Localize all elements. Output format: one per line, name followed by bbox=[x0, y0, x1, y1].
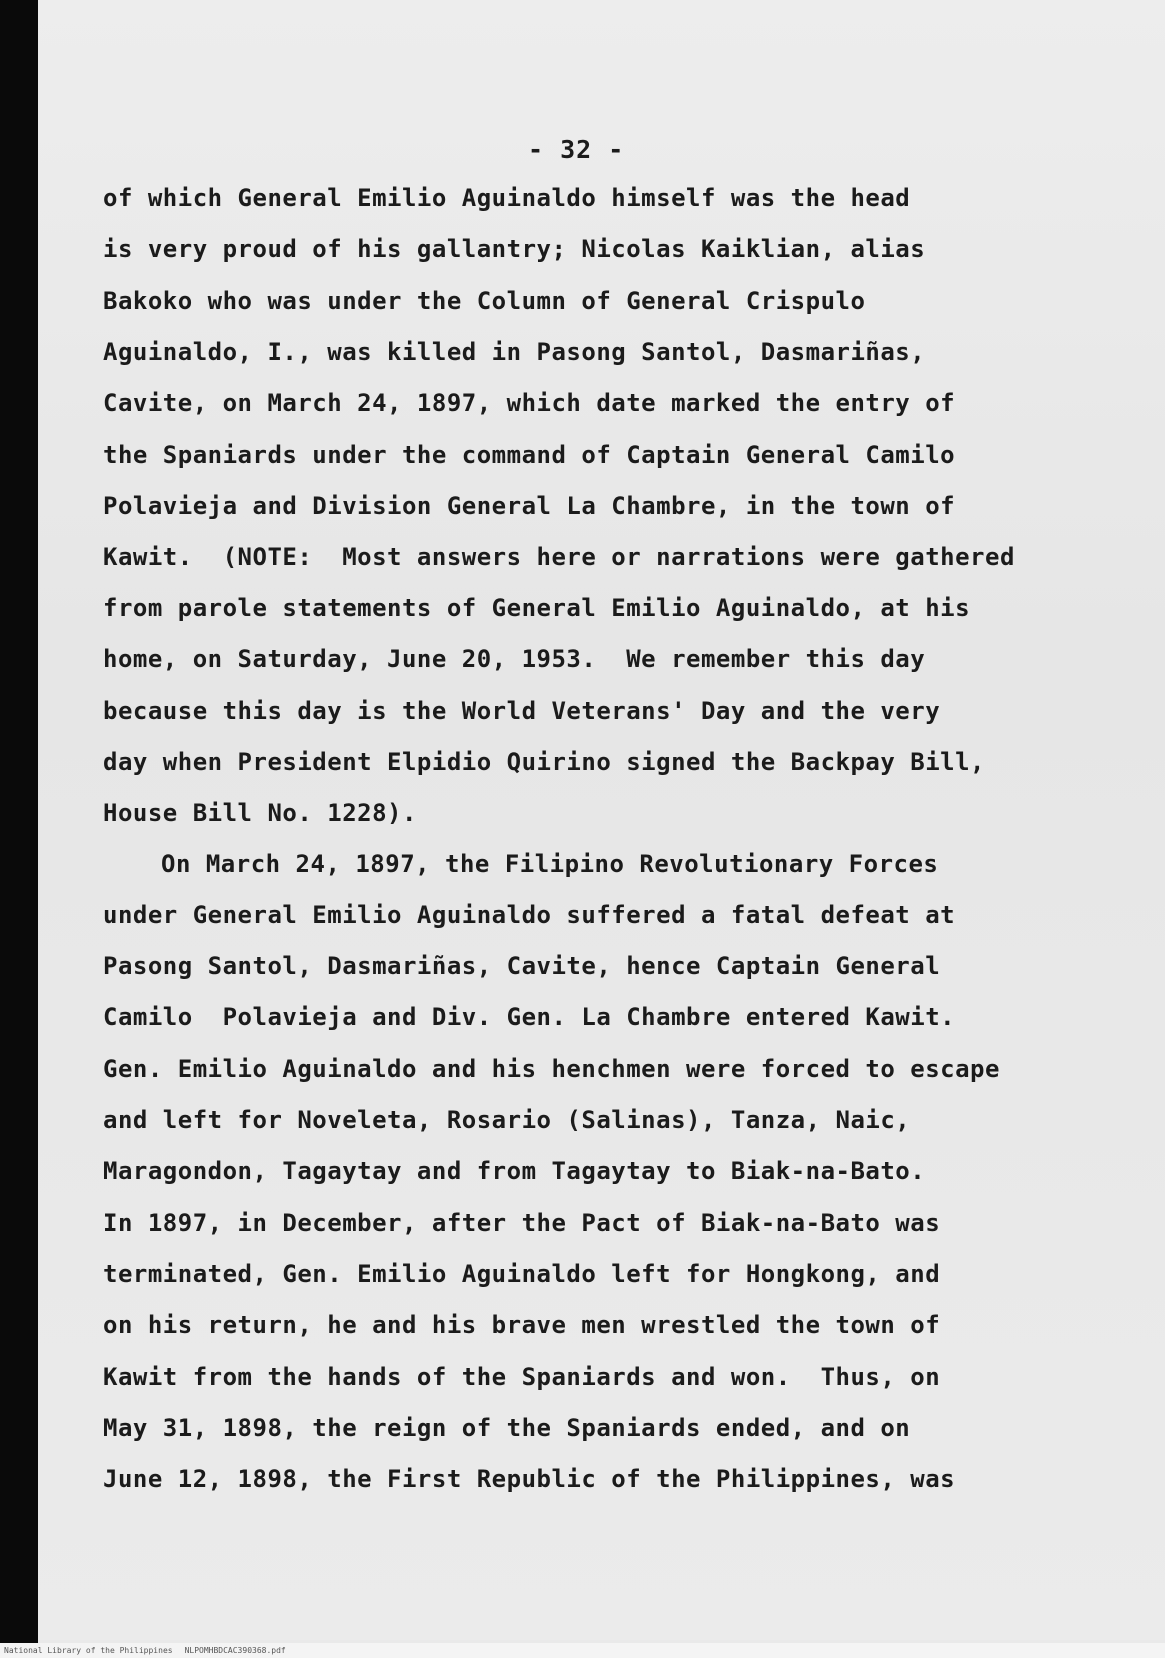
text-line: Kawit. (NOTE: Most answers here or narrations were gathered bbox=[103, 543, 1015, 571]
text-line: Aguinaldo, I., was killed in Pasong Santol, Dasmariñas, bbox=[103, 338, 926, 366]
text-line: terminated, Gen. Emilio Aguinaldo left for Hongkong, and bbox=[103, 1260, 941, 1288]
text-line: from parole statements of General Emilio Aguinaldo, at his bbox=[103, 594, 971, 622]
text-line: because this day is the World Veterans' Day and the very bbox=[103, 697, 941, 725]
text-line: Camilo Polavieja and Div. Gen. La Chambre entered Kawit. bbox=[103, 1003, 956, 1031]
text-line: Cavite, on March 24, 1897, which date marked the entry of bbox=[103, 389, 956, 417]
page-number: - 32 - bbox=[528, 135, 625, 164]
text-line: Polavieja and Division General La Chambre, in the town of bbox=[103, 492, 956, 520]
text-line: Maragondon, Tagaytay and from Tagaytay to Biak-na-Bato. bbox=[103, 1157, 926, 1185]
text-line: is very proud of his gallantry; Nicolas Kaiklian, alias bbox=[103, 235, 926, 263]
text-line: of which General Emilio Aguinaldo himself was the head bbox=[103, 184, 911, 212]
text-line: May 31, 1898, the reign of the Spaniards ended, and on bbox=[103, 1414, 911, 1442]
text-line: Kawit from the hands of the Spaniards and won. Thus, on bbox=[103, 1363, 941, 1391]
paragraph-first-line: On March 24, 1897, the Filipino Revolutionary Forces bbox=[161, 850, 939, 878]
text-line: day when President Elpidio Quirino signed the Backpay Bill, bbox=[103, 748, 986, 776]
text-line: the Spaniards under the command of Captain General Camilo bbox=[103, 441, 956, 469]
text-line: home, on Saturday, June 20, 1953. We remember this day bbox=[103, 645, 926, 673]
text-line: under General Emilio Aguinaldo suffered a fatal defeat at bbox=[103, 901, 956, 929]
text-line: In 1897, in December, after the Pact of Biak-na-Bato was bbox=[103, 1209, 941, 1237]
text-line: Bakoko who was under the Column of General Crispulo bbox=[103, 287, 866, 315]
scan-footer bbox=[0, 1643, 1165, 1658]
footer-file: NLPOMHBDCAC390368.pdf bbox=[184, 1646, 286, 1655]
text-line: House Bill No. 1228). bbox=[103, 799, 417, 827]
document-page bbox=[38, 0, 1165, 1640]
footer-library: National Library of the Philippines bbox=[4, 1646, 173, 1655]
text-line: June 12, 1898, the First Republic of the Philippines, was bbox=[103, 1465, 956, 1493]
text-line: Pasong Santol, Dasmariñas, Cavite, hence Captain General bbox=[103, 952, 941, 980]
scan-border bbox=[0, 0, 38, 1658]
text-line: Gen. Emilio Aguinaldo and his henchmen were forced to escape bbox=[103, 1055, 1000, 1083]
text-line: on his return, he and his brave men wrestled the town of bbox=[103, 1311, 941, 1339]
text-line: and left for Noveleta, Rosario (Salinas), Tanza, Naic, bbox=[103, 1106, 911, 1134]
